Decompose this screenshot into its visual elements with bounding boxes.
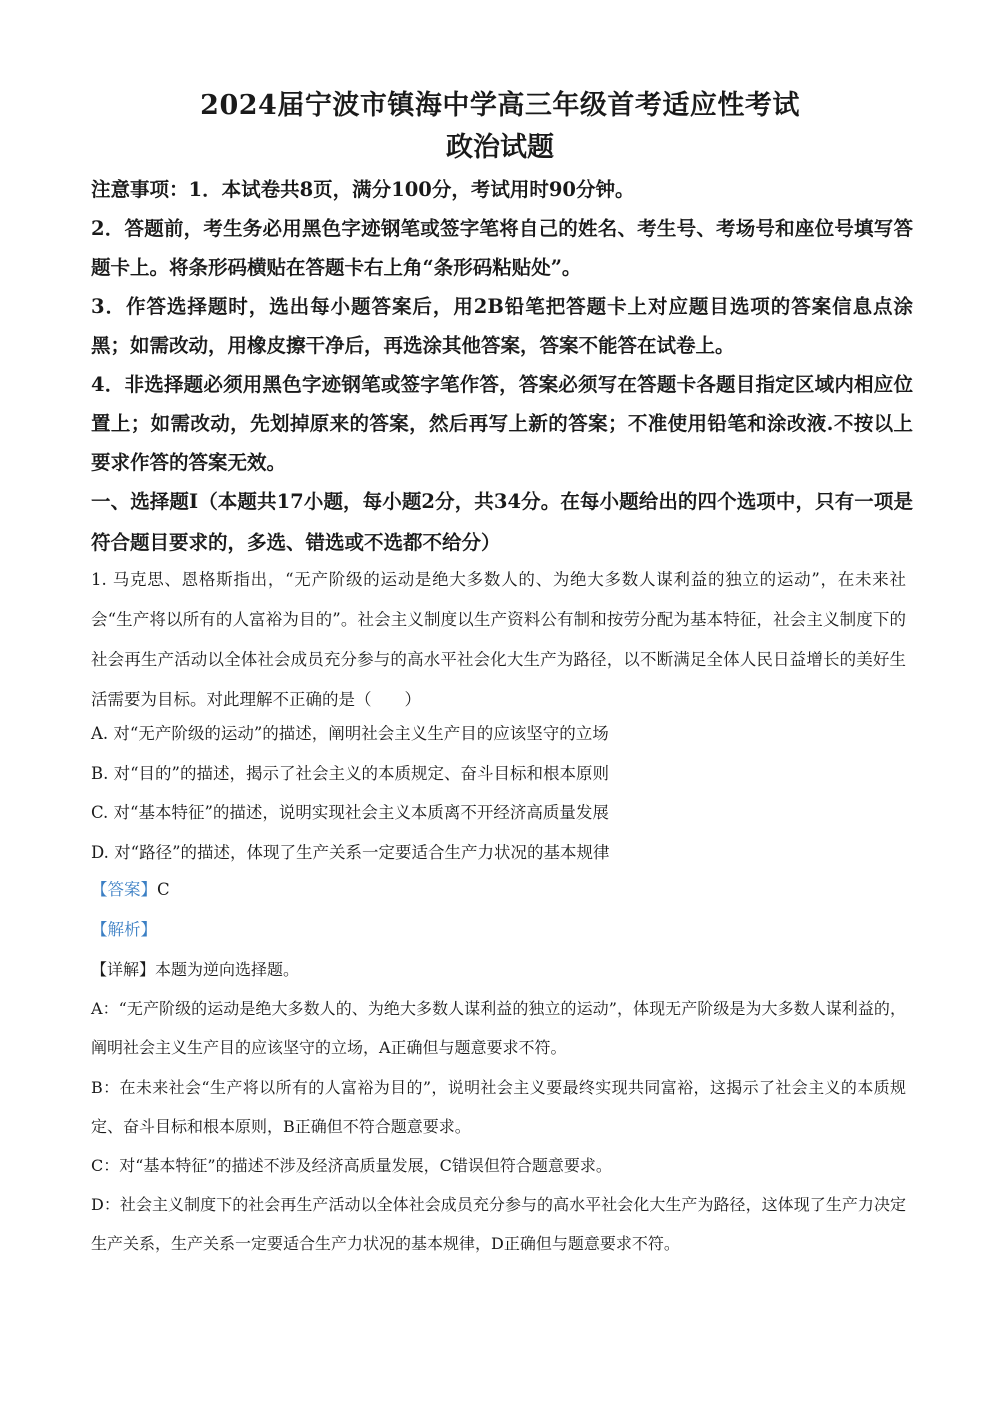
analysis-tag: 【解析】 <box>91 920 157 939</box>
note-item-2: 2．答题前，考生务必用黑色字迹钢笔或签字笔将自己的姓名、考生号、考场号和座位号填写答题卡上。将条形码横贴在答题卡右上角“条形码粘贴处”。 <box>91 217 913 279</box>
answer-tag: 【答案】 <box>91 880 157 899</box>
title-block <box>0 85 1000 169</box>
section-heading: 一、选择题Ⅰ（本题共17小题，每小题2分，共34分。在每小题给出的四个选项中，只有一项是符合题目要求的，多选、错选或不选都不给分） <box>91 490 913 554</box>
question-1-options <box>91 714 906 872</box>
exam-subject: 政治试题 <box>446 132 554 163</box>
answer-block <box>91 870 906 950</box>
note-item-3: 3．作答选择题时，选出每小题答案后，用2B铅笔把答题卡上对应题目选项的答案信息点涂黑；如需改动，用橡皮擦干净后，再选涂其他答案，答案不能答在试卷上。 <box>91 295 913 357</box>
option-d: D. 对“路径”的描述，体现了生产关系一定要适合生产力状况的基本规律 <box>91 842 610 862</box>
detail-c: C：对“基本特征”的描述不涉及经济高质量发展，C错误但符合题意要求。 <box>91 1156 612 1176</box>
detail-a: A：“无产阶级的运动是绝大多数人的、为绝大多数人谋利益的独立的运动”，体现无产阶级是为大多数人谋利益的，阐明社会主义生产目的应该坚守的立场，A正确但与题意要求不符。 <box>91 999 906 1058</box>
answer-line <box>91 870 906 910</box>
detail-b: B：在未来社会“生产将以所有的人富裕为目的”，说明社会主义要最终实现共同富裕，这揭示了社会主义的本质规定、奋斗目标和根本原则，B正确但不符合题意要求。 <box>91 1077 906 1136</box>
detail-intro: 【详解】本题为逆向选择题。 <box>91 960 300 979</box>
note-item-4: 4．非选择题必须用黑色字迹钢笔或签字笔作答，答案必须写在答题卡各题目指定区域内相应位置上；如需改动，先划掉原来的答案，然后再写上新的答案；不准使用铅笔和涂改液.不按以上要求作答的答案无效。 <box>91 373 913 474</box>
exam-title: 2024届宁波市镇海中学高三年级首考适应性考试 <box>200 90 800 121</box>
option-c: C. 对“基本特征”的描述，说明实现社会主义本质离不开经济高质量发展 <box>91 803 609 822</box>
answer-value: C <box>157 880 170 899</box>
option-b: B. 对“目的”的描述，揭示了社会主义的本质规定、奋斗目标和根本原则 <box>91 763 609 783</box>
detail-d: D：社会主义制度下的社会再生产活动以全体社会成员充分参与的高水平社会化大生产为路径，这体现了生产力决定生产关系，生产关系一定要适合生产力状况的基本规律，D正确但与题意要求不符。 <box>91 1195 906 1254</box>
notes-section <box>91 170 913 482</box>
question-1-stem: 1. 马克思、恩格斯指出，“无产阶级的运动是绝大多数人的、为绝大多数人谋利益的独立的运动”，在未来社会“生产将以所有的人富裕为目的”。社会主义制度以生产资料公有制和按劳分配为基本特征，社会主义制度下的社会再生产活动以全体社会成员充分参与的高水平社会化大生产为路径，以不断满足全体人民日益增长的美好生活需要为目标。对此理解不正确的是（ ） <box>91 570 906 709</box>
detail-section <box>91 950 906 1264</box>
note-item-1: 注意事项：1．本试卷共8页，满分100分，考试用时90分钟。 <box>91 178 635 201</box>
option-a: A. 对“无产阶级的运动”的描述，阐明社会主义生产目的应该坚守的立场 <box>91 724 609 743</box>
